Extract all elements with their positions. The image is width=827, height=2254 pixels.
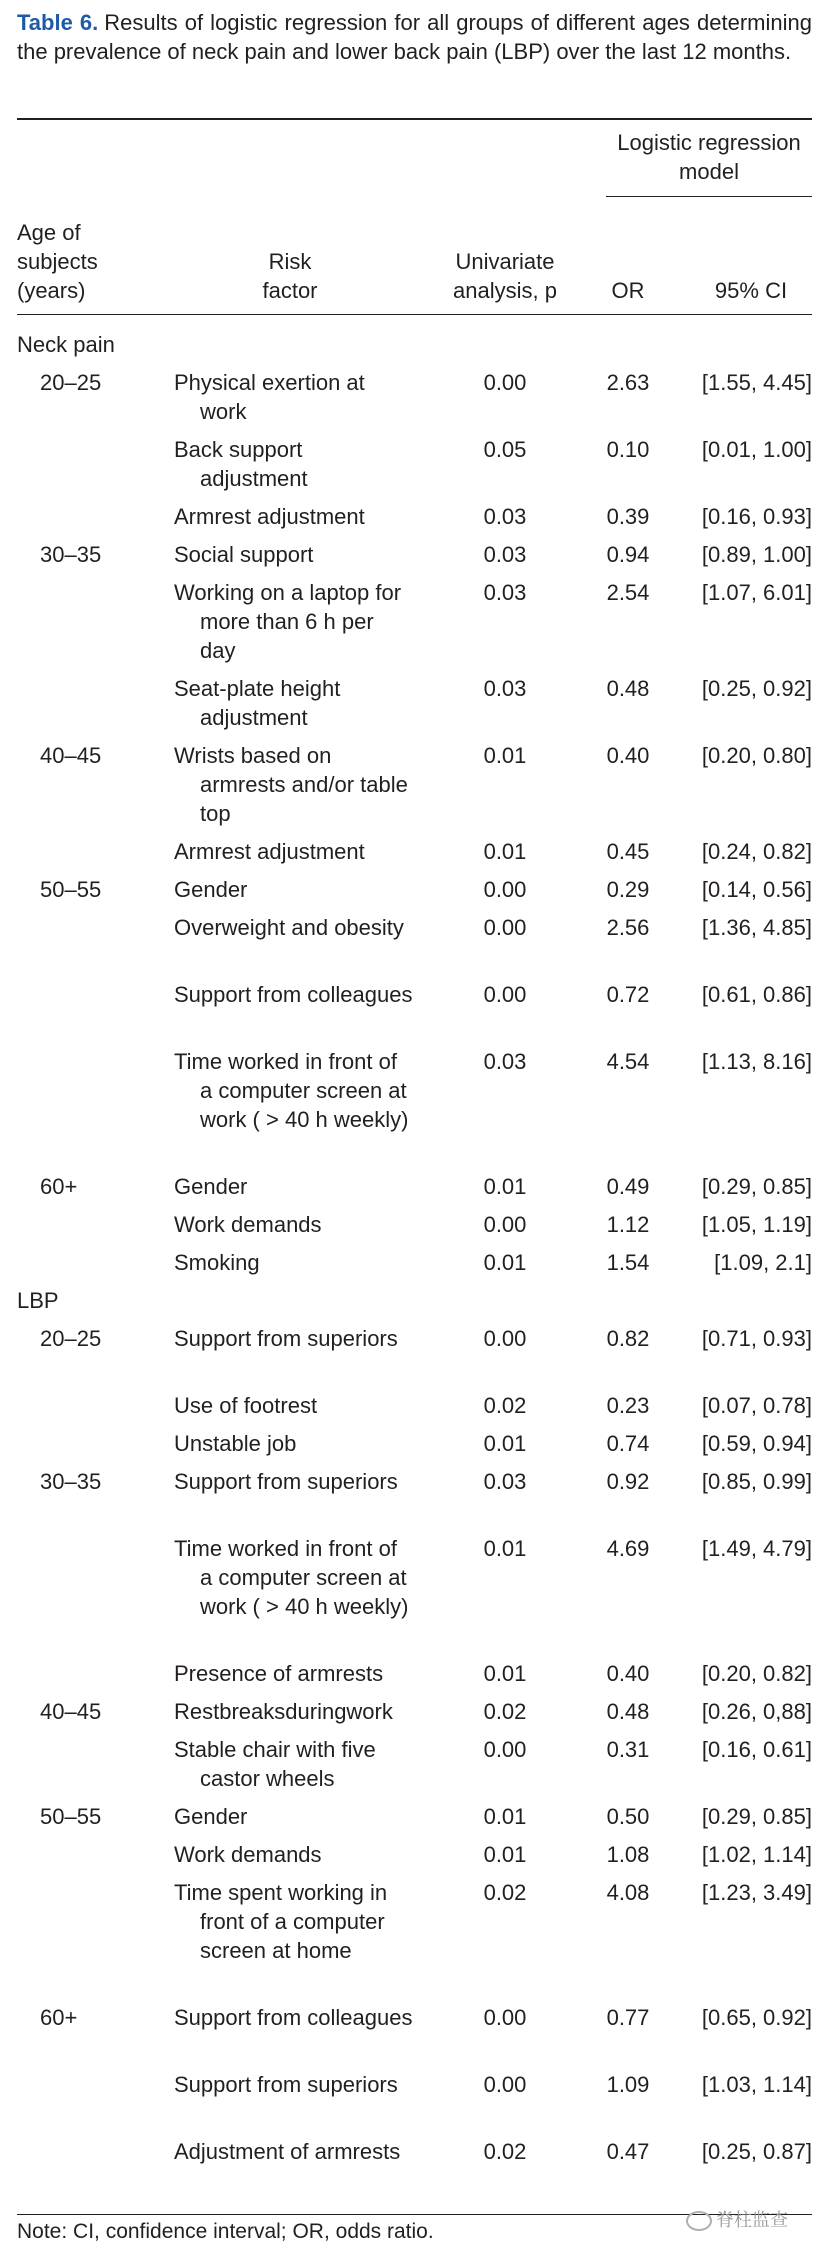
p-value-cell: 0.01 [483, 1536, 527, 1561]
p-value-cell: 0.02 [483, 1699, 527, 1724]
or-value-cell: 0.40 [606, 743, 650, 768]
risk-factor-text: Time worked in front of a computer screen at work ( > 40 h weekly) [174, 1536, 409, 1619]
risk-factor-text: Armrest adjustment [174, 839, 365, 864]
risk-factor-text: Unstable job [174, 1431, 297, 1456]
risk-factor-cell [174, 741, 414, 828]
watermark [686, 2206, 788, 2232]
or-value-cell: 0.23 [606, 1393, 650, 1418]
ci-value-cell: [0.71, 0.93] [701, 1326, 812, 1351]
risk-factor-cell [174, 1047, 414, 1134]
risk-factor-text: Social support [174, 542, 314, 567]
ci-value-cell: [1.55, 4.45] [701, 370, 812, 395]
ci-value-cell: [0.59, 0.94] [701, 1431, 812, 1456]
risk-factor-text: Work demands [174, 1842, 322, 1867]
p-value-cell: 0.01 [483, 743, 527, 768]
p-value-cell: 0.01 [483, 1431, 527, 1456]
ci-value-cell: [1.49, 4.79] [701, 1536, 812, 1561]
risk-factor-cell [174, 913, 414, 942]
risk-factor-text: Armrest adjustment [174, 504, 365, 529]
caption-label: Table 6. [17, 10, 99, 35]
risk-factor-cell [174, 368, 414, 426]
table-note: Note: CI, confidence interval; OR, odds ratio. [17, 2220, 434, 2243]
table-caption [17, 8, 812, 66]
p-value-cell: 0.01 [483, 1804, 527, 1829]
or-value-cell: 0.72 [606, 982, 650, 1007]
or-value-cell: 2.54 [606, 580, 650, 605]
ci-value-cell: [0.25, 0.87] [701, 2139, 812, 2164]
p-value-cell: 0.03 [483, 580, 527, 605]
ci-value-cell: [0.29, 0.85] [701, 1804, 812, 1829]
p-value-cell: 0.03 [483, 542, 527, 567]
risk-factor-cell [174, 578, 414, 665]
wechat-icon [686, 2211, 712, 2231]
risk-factor-text: Support from superiors [174, 1469, 398, 1494]
header-ci: 95% CI [714, 278, 788, 303]
p-value-cell: 0.01 [483, 1842, 527, 1867]
age-group-cell: 50–55 [40, 877, 102, 902]
or-value-cell: 0.29 [606, 877, 650, 902]
ci-value-cell: [1.02, 1.14] [701, 1842, 812, 1867]
risk-factor-text: Smoking [174, 1250, 260, 1275]
age-group-cell: 20–25 [40, 1326, 102, 1351]
age-group-cell: 20–25 [40, 370, 102, 395]
or-value-cell: 0.92 [606, 1469, 650, 1494]
p-value-cell: 0.00 [483, 915, 527, 940]
risk-factor-cell [174, 2003, 414, 2032]
p-value-cell: 0.00 [483, 2072, 527, 2097]
or-value-cell: 0.10 [606, 437, 650, 462]
ci-value-cell: [0.89, 1.00] [701, 542, 812, 567]
or-value-cell: 0.74 [606, 1431, 650, 1456]
header-model-group: Logistic regression model [617, 130, 801, 184]
risk-factor-cell [174, 1172, 414, 1201]
or-value-cell: 0.94 [606, 542, 650, 567]
risk-factor-text: Support from colleagues [174, 2005, 413, 2030]
or-value-cell: 1.12 [606, 1212, 650, 1237]
ci-value-cell: [1.05, 1.19] [701, 1212, 812, 1237]
risk-factor-cell [174, 674, 414, 732]
p-value-cell: 0.02 [483, 1393, 527, 1418]
risk-factor-cell [174, 435, 414, 493]
age-group-cell: 40–45 [40, 1699, 102, 1724]
or-value-cell: 0.45 [606, 839, 650, 864]
top-rule [17, 118, 812, 120]
p-value-cell: 0.02 [483, 2139, 527, 2164]
p-value-cell: 0.01 [483, 839, 527, 864]
age-group-cell: 60+ [40, 2005, 78, 2030]
ci-value-cell: [0.20, 0.82] [701, 1661, 812, 1686]
or-value-cell: 0.31 [606, 1737, 650, 1762]
ci-value-cell: [0.61, 0.86] [701, 982, 812, 1007]
or-value-cell: 2.63 [606, 370, 650, 395]
watermark-text: 脊柱监查 [716, 2210, 788, 2230]
or-value-cell: 0.40 [606, 1661, 650, 1686]
risk-factor-cell [174, 2137, 414, 2166]
risk-factor-text: Gender [174, 1174, 248, 1199]
risk-factor-text: Overweight and obesity [174, 915, 404, 940]
risk-factor-text: Use of footrest [174, 1393, 318, 1418]
age-group-cell: 40–45 [40, 743, 102, 768]
ci-value-cell: [1.03, 1.14] [701, 2072, 812, 2097]
risk-factor-cell [174, 1324, 414, 1353]
ci-value-cell: [1.36, 4.85] [701, 915, 812, 940]
or-value-cell: 4.08 [606, 1880, 650, 1905]
ci-value-cell: [0.24, 0.82] [701, 839, 812, 864]
or-value-cell: 0.77 [606, 2005, 650, 2030]
ci-value-cell: [0.07, 0.78] [701, 1393, 812, 1418]
p-value-cell: 0.00 [483, 1737, 527, 1762]
model-group-rule [606, 196, 812, 197]
ci-value-cell: [0.25, 0.92] [701, 676, 812, 701]
risk-factor-cell [174, 1802, 414, 1831]
p-value-cell: 0.01 [483, 1174, 527, 1199]
risk-factor-cell [174, 540, 414, 569]
ci-value-cell: [0.14, 0.56] [701, 877, 812, 902]
or-value-cell: 1.08 [606, 1842, 650, 1867]
p-value-cell: 0.03 [483, 504, 527, 529]
ci-value-cell: [0.65, 0.92] [701, 2005, 812, 2030]
risk-factor-cell [174, 2070, 414, 2099]
risk-factor-text: Time worked in front of a computer screen at work ( > 40 h weekly) [174, 1049, 409, 1132]
risk-factor-cell [174, 1878, 414, 1965]
p-value-cell: 0.01 [483, 1250, 527, 1275]
ci-value-cell: [1.13, 8.16] [701, 1049, 812, 1074]
p-value-cell: 0.00 [483, 982, 527, 1007]
or-value-cell: 0.82 [606, 1326, 650, 1351]
risk-factor-text: Wrists based on armrests and/or table top [174, 743, 408, 826]
p-value-cell: 0.00 [483, 2005, 527, 2030]
risk-factor-cell [174, 1697, 414, 1726]
ci-value-cell: [0.29, 0.85] [701, 1174, 812, 1199]
p-value-cell: 0.00 [483, 877, 527, 902]
p-value-cell: 0.03 [483, 1469, 527, 1494]
or-value-cell: 0.50 [606, 1804, 650, 1829]
caption-text: Results of logistic regression for all groups of different ages determining the prevalence of neck pain and lower back pain (LBP) over the last 12 months. [17, 10, 812, 64]
p-value-cell: 0.00 [483, 1326, 527, 1351]
risk-factor-text: Time spent working in front of a computer screen at home [174, 1880, 388, 1963]
risk-factor-text: Work demands [174, 1212, 322, 1237]
age-group-cell: 50–55 [40, 1804, 102, 1829]
risk-factor-text: Back support adjustment [174, 437, 308, 491]
ci-value-cell: [0.26, 0,88] [701, 1699, 812, 1724]
ci-value-cell: [0.16, 0.61] [701, 1737, 812, 1762]
ci-value-cell: [0.20, 0.80] [701, 743, 812, 768]
header-risk-factor: Risk factor [262, 249, 318, 303]
or-value-cell: 0.48 [606, 1699, 650, 1724]
risk-factor-cell [174, 502, 414, 531]
risk-factor-text: Support from superiors [174, 1326, 398, 1351]
or-value-cell: 0.49 [606, 1174, 650, 1199]
risk-factor-text: Presence of armrests [174, 1661, 384, 1686]
risk-factor-cell [174, 837, 414, 866]
ci-value-cell: [0.16, 0.93] [701, 504, 812, 529]
ci-value-cell: [1.09, 2.1] [714, 1250, 812, 1275]
p-value-cell: 0.05 [483, 437, 527, 462]
risk-factor-cell [174, 1429, 414, 1458]
risk-factor-text: Physical exertion at work [174, 370, 365, 424]
p-value-cell: 0.03 [483, 676, 527, 701]
risk-factor-text: Support from colleagues [174, 982, 413, 1007]
ci-value-cell: [1.23, 3.49] [701, 1880, 812, 1905]
risk-factor-text: Gender [174, 1804, 248, 1829]
or-value-cell: 0.48 [606, 676, 650, 701]
risk-factor-text: Adjustment of armrests [174, 2139, 401, 2164]
risk-factor-cell [174, 1534, 414, 1621]
risk-factor-text: Stable chair with five castor wheels [174, 1737, 376, 1791]
p-value-cell: 0.00 [483, 1212, 527, 1237]
or-value-cell: 1.54 [606, 1250, 650, 1275]
risk-factor-cell [174, 1735, 414, 1793]
age-group-cell: 30–35 [40, 1469, 102, 1494]
age-group-cell: 30–35 [40, 542, 102, 567]
or-value-cell: 4.54 [606, 1049, 650, 1074]
risk-factor-text: Seat-plate height adjustment [174, 676, 341, 730]
or-value-cell: 1.09 [606, 2072, 650, 2097]
p-value-cell: 0.02 [483, 1880, 527, 1905]
ci-value-cell: [0.01, 1.00] [701, 437, 812, 462]
risk-factor-cell [174, 1391, 414, 1420]
risk-factor-text: Restbreaksduringwork [174, 1699, 393, 1724]
header-or: OR [611, 278, 645, 303]
header-univariate: Univariate analysis, p [453, 249, 557, 303]
age-group-cell: 60+ [40, 1174, 78, 1199]
ci-value-cell: [1.07, 6.01] [701, 580, 812, 605]
p-value-cell: 0.01 [483, 1661, 527, 1686]
or-value-cell: 2.56 [606, 915, 650, 940]
risk-factor-cell [174, 1210, 414, 1239]
p-value-cell: 0.00 [483, 370, 527, 395]
risk-factor-cell [174, 1467, 414, 1496]
ci-value-cell: [0.85, 0.99] [701, 1469, 812, 1494]
p-value-cell: 0.03 [483, 1049, 527, 1074]
risk-factor-text: Working on a laptop for more than 6 h per day [174, 580, 402, 663]
risk-factor-text: Gender [174, 877, 248, 902]
or-value-cell: 0.39 [606, 504, 650, 529]
header-rule [17, 314, 812, 315]
risk-factor-cell [174, 875, 414, 904]
risk-factor-cell [174, 980, 414, 1009]
risk-factor-cell [174, 1248, 414, 1277]
section-title: Neck pain [17, 332, 115, 357]
risk-factor-cell [174, 1659, 414, 1688]
section-title: LBP [17, 1288, 59, 1313]
or-value-cell: 0.47 [606, 2139, 650, 2164]
or-value-cell: 4.69 [606, 1536, 650, 1561]
risk-factor-cell [174, 1840, 414, 1869]
header-age: Age of subjects (years) [17, 220, 98, 303]
risk-factor-text: Support from superiors [174, 2072, 398, 2097]
